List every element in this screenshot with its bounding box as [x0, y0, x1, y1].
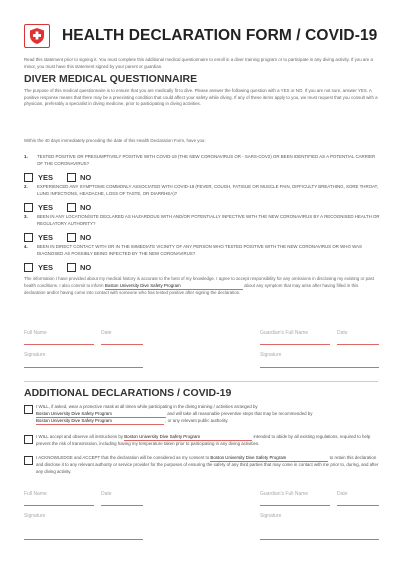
question-number: 3. [24, 214, 28, 219]
yes-checkbox[interactable] [24, 203, 33, 212]
declaration-text: I WILL accept and observe all instructions by [36, 434, 123, 439]
no-checkbox[interactable] [67, 233, 76, 242]
guardian-date-label: Date [337, 491, 348, 497]
info-text-1: The information I have provided about my medical history is accurate to the best of my knowledge. I agree to accept responsibility for any omissions in disclosing my existing or past health conditions. [24, 276, 374, 288]
guardian-name-label: Guardian's Full Name [260, 491, 309, 497]
no-checkbox[interactable] [67, 173, 76, 182]
guardian-name-line[interactable] [260, 505, 330, 506]
guardian-name-line[interactable] [260, 344, 330, 345]
guardian-date-line[interactable] [337, 505, 379, 506]
no-label: NO [80, 203, 92, 212]
question-number: 1. [24, 154, 28, 159]
full-name-label: Full Name [24, 491, 47, 497]
question-3 [24, 214, 380, 228]
guardian-signature-label: Signature [260, 352, 282, 358]
declaration-organization-field[interactable]: Boston University Dive Safety Program [36, 418, 164, 425]
yes-label: YES [38, 263, 54, 272]
question-text: BEEN IN DIRECT CONTACT WITH OR IN THE IMMEDIATE VICINITY OF ANY PERSON WHO TESTED POSITIVE WITH THE NEW CORONAVIRUS OR WHO WAS DIAGNOSED AS POSSIBLY BEING INFECTED BY THE NEW CORONAVIRUS? [37, 244, 362, 256]
no-checkbox[interactable] [67, 203, 76, 212]
question-text: TESTED POSITIVE OR PRESUMPTIVELY POSITIVE WITH COVID-19 (THE NEW CORONAVIRUS OR - SARS-COV2) OR BEEN IDENTIFIED AS A POTENTIAL CARRIER OF THE CORONAVIRUS? [37, 154, 376, 166]
question-text: BEEN IN ANY LOCATION/SITE DECLARED AS HAZARDOUS WITH AND/OR POTENTIALLY INFECTIVE WITH THE NEW CORONAVIRUS BY A RECOGNISED HEALTH OR REGULATORY AUTHORITY? [37, 214, 380, 226]
page-title: HEALTH DECLARATION FORM / COVID-19 [62, 27, 378, 44]
yes-label: YES [38, 203, 54, 212]
declaration-organization-field[interactable]: Boston University Dive Safety Program [124, 434, 252, 441]
question-number: 2. [24, 184, 28, 189]
date-label: Date [101, 491, 112, 497]
date-line[interactable] [101, 505, 143, 506]
question-2 [24, 184, 380, 198]
guardian-date-label: Date [337, 330, 348, 336]
question-1 [24, 154, 380, 168]
no-label: NO [80, 173, 92, 182]
yes-label: YES [38, 233, 54, 242]
no-label: NO [80, 233, 92, 242]
yes-checkbox[interactable] [24, 173, 33, 182]
intro-text: Read this statement prior to signing it. You must complete this additional medical questionnaire to enroll in a diver training program or to participate in any diving activity. If you are a minor, you must have this statement signed by your parent or guardian. [24, 57, 373, 69]
section-divider [24, 381, 378, 382]
declaration-organization-field[interactable]: Boston University Dive Safety Program [36, 411, 166, 418]
question-text: EXPERIENCED ANY SYMPTOMS COMMONLY ASSOCIATED WITH COVID-19 (FEVER, COUGH, FATIGUE OR MUSCLE PAIN, DIFFICULTY BREATHING, SORE THROAT, LUNG INFECTIONS, HEADACHE, LOSS OF TASTE, OR DIARRHEA)? [37, 184, 379, 196]
yes-label: YES [38, 173, 54, 182]
no-checkbox[interactable] [67, 263, 76, 272]
declaration-mask [24, 404, 380, 425]
declaration-consent-checkbox[interactable] [24, 456, 33, 465]
question-number: 4. [24, 244, 28, 249]
declaration-text: intended to abide by all existing regulations, required to help prevent the risk of transmission, including having my temperature taken prior to participating in any diving activities. [36, 434, 371, 446]
medical-cross-shield-icon [24, 24, 50, 48]
full-name-line[interactable] [24, 344, 94, 345]
date-line[interactable] [101, 344, 143, 345]
additional-declarations-heading: ADDITIONAL DECLARATIONS / COVID-19 [24, 387, 232, 399]
signature-line[interactable] [24, 539, 143, 540]
declaration-organization-field[interactable]: Boston University Dive Safety Program [210, 455, 328, 462]
inform-organization-field[interactable]: Boston University Dive Safety Program [105, 283, 243, 290]
declaration-instructions-checkbox[interactable] [24, 435, 33, 444]
declaration-consent [24, 455, 380, 475]
guardian-signature-line[interactable] [260, 539, 379, 540]
declaration-mask-checkbox[interactable] [24, 405, 33, 414]
info-text-2a: I also commit to inform [59, 282, 104, 288]
guardian-signature-label: Signature [260, 513, 282, 519]
signature-label: Signature [24, 352, 46, 358]
question-4 [24, 244, 380, 258]
purpose-text: The purpose of this medical questionnaire is to ensure that you are medically fit to dive. Please answer the following question with a YES or NO. If you are not sure, answer YES. A positive response means that there may be a preexisting condition that could affect your safety while diving. If any of these items apply to you, we must request that you consult with a physician, preferably a specialist in diving medicine, prior to participating in diving activities. [24, 88, 378, 107]
date-label: Date [101, 330, 112, 336]
declaration-text: , or any relevant public authority. [165, 417, 229, 423]
no-label: NO [80, 263, 92, 272]
yes-checkbox[interactable] [24, 233, 33, 242]
guardian-date-line[interactable] [337, 344, 379, 345]
signature-line[interactable] [24, 367, 143, 368]
info-text-2b: about any symptom that may arise after having filled in this declaration and/or having come into contact with someone who has tested positive after signing the declaration. [24, 282, 359, 295]
yes-checkbox[interactable] [24, 263, 33, 272]
declaration-text: to retain this declaration and disclose it to any relevant authority or service provider for the purposes of ensuring the safety of any third parties that may come in contact with me prior to, during, and after any diving activity. [36, 455, 379, 474]
declaration-text: I ACKNOWLEDGE and ACCEPT that the declaration will be considered as my consent to [36, 455, 210, 460]
declaration-instructions [24, 434, 380, 448]
declaration-text: I WILL, if asked, wear a protective mask at all times while participating in the diving training / activities arranged by [36, 404, 258, 409]
full-name-line[interactable] [24, 505, 94, 506]
guardian-signature-line[interactable] [260, 367, 379, 368]
declaration-text: and will take all reasonable preventive steps that may be recommended by [167, 410, 313, 416]
signature-label: Signature [24, 513, 46, 519]
information-statement [24, 276, 378, 296]
full-name-label: Full Name [24, 330, 47, 336]
within-text: Within the 40 days immediately preceding the date of this Health Declaration Form, have you: [24, 138, 206, 143]
guardian-name-label: Guardian's Full Name [260, 330, 309, 336]
diver-questionnaire-heading: DIVER MEDICAL QUESTIONNAIRE [24, 73, 198, 85]
